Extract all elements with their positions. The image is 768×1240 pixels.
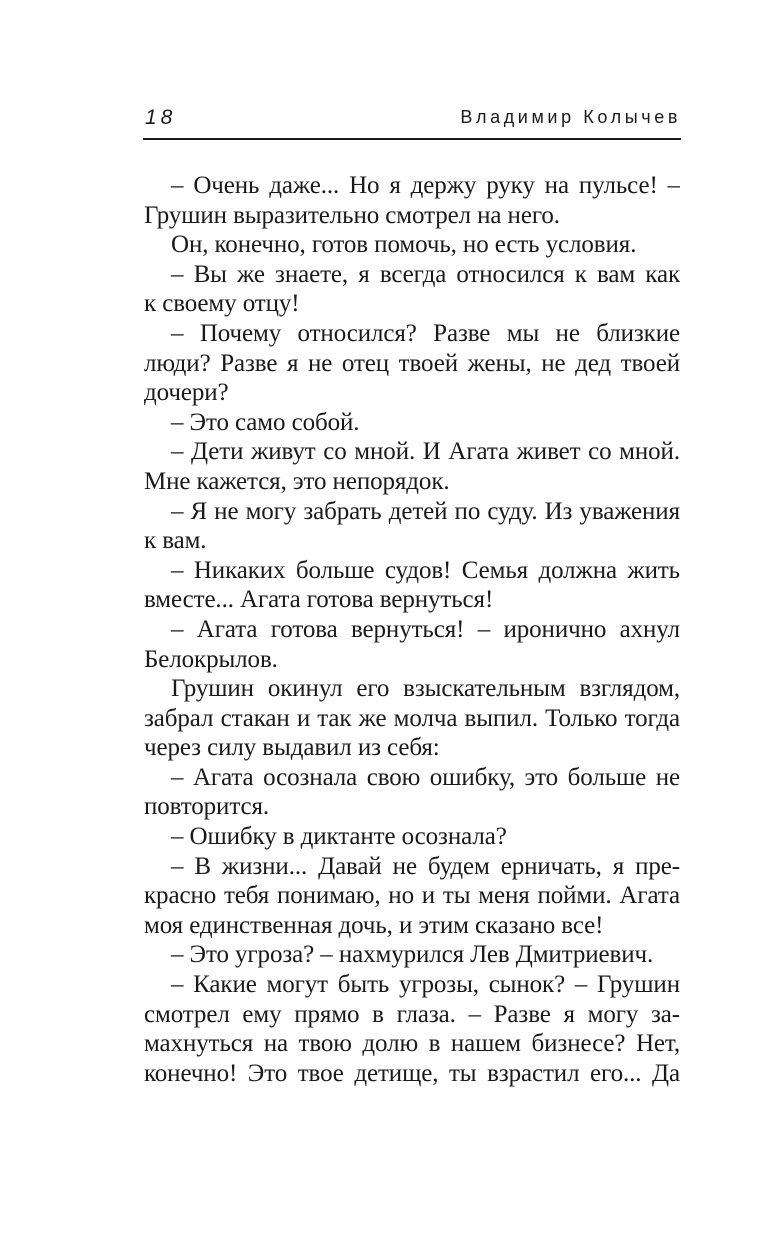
text-line: – Почему относился? Разве мы не близкие (171, 319, 680, 347)
text-line: – Какие могут быть угрозы, сынок? – Грушин (171, 971, 680, 999)
text-line: вместе... Агата готова вернуться! (144, 586, 494, 614)
text-line: – Это угроза? – нахмурился Лев Дмитриевич. (171, 941, 654, 969)
text-line: – В жизни... Давай не будем ерничать, я пре- (171, 852, 680, 880)
text-line: люди? Разве я не отец твоей жены, не дед твоей (144, 349, 680, 377)
text-line: Он, конечно, готов помочь, но есть условия. (171, 231, 637, 259)
page-number: 18 (145, 106, 177, 129)
text-line: через силу выдавил из себя: (144, 734, 440, 762)
text-line: Грушин окинул его взыскательным взглядом, (171, 675, 680, 703)
text-line: конечно! Это твое детище, ты взрастил его... Да (144, 1059, 680, 1087)
body-text (144, 171, 680, 1088)
text-line: – Ошибку в диктанте осознала? (171, 823, 507, 851)
text-line: – Агата осознала свою ошибку, это больше не (171, 763, 680, 791)
text-line: моя единственная дочь, и этим сказано все! (144, 911, 604, 939)
text-line: – Дети живут со мной. И Агата живет со мной. (171, 438, 680, 466)
text-line: к вам. (144, 527, 207, 555)
text-line: – Очень даже... Но я держу руку на пульсе! – (171, 172, 680, 199)
text-line: Белокрылов. (144, 645, 278, 673)
text-line: забрал стакан и так же молча выпил. Только тогда (144, 704, 680, 732)
text-line: дочери? (144, 379, 229, 407)
text-line: – Вы же знаете, я всегда относился к вам как (171, 260, 680, 288)
text-line: красно тебя понимаю, но и ты меня пойми. Агата (144, 882, 680, 910)
text-line: смотрел ему прямо в глаза. – Разве я могу за- (144, 1000, 680, 1028)
text-line: – Я не могу забрать детей по суду. Из уважения (171, 497, 680, 525)
text-line: Грушин выразительно смотрел на него. (144, 201, 560, 229)
text-line: – Агата готова вернуться! – иронично ахнул (171, 615, 680, 643)
text-line: повторится. (144, 793, 270, 821)
text-line: махнуться на твою долю в нашем бизнесе? Нет, (144, 1030, 680, 1058)
author-name: Владимир Колычев (460, 107, 681, 127)
text-line: к своему отцу! (144, 290, 300, 318)
running-head (143, 104, 681, 140)
text-line: Мне кажется, это непорядок. (144, 467, 450, 495)
text-line: – Никаких больше судов! Семья должна жить (171, 556, 680, 584)
text-line: – Это само собой. (171, 408, 360, 436)
